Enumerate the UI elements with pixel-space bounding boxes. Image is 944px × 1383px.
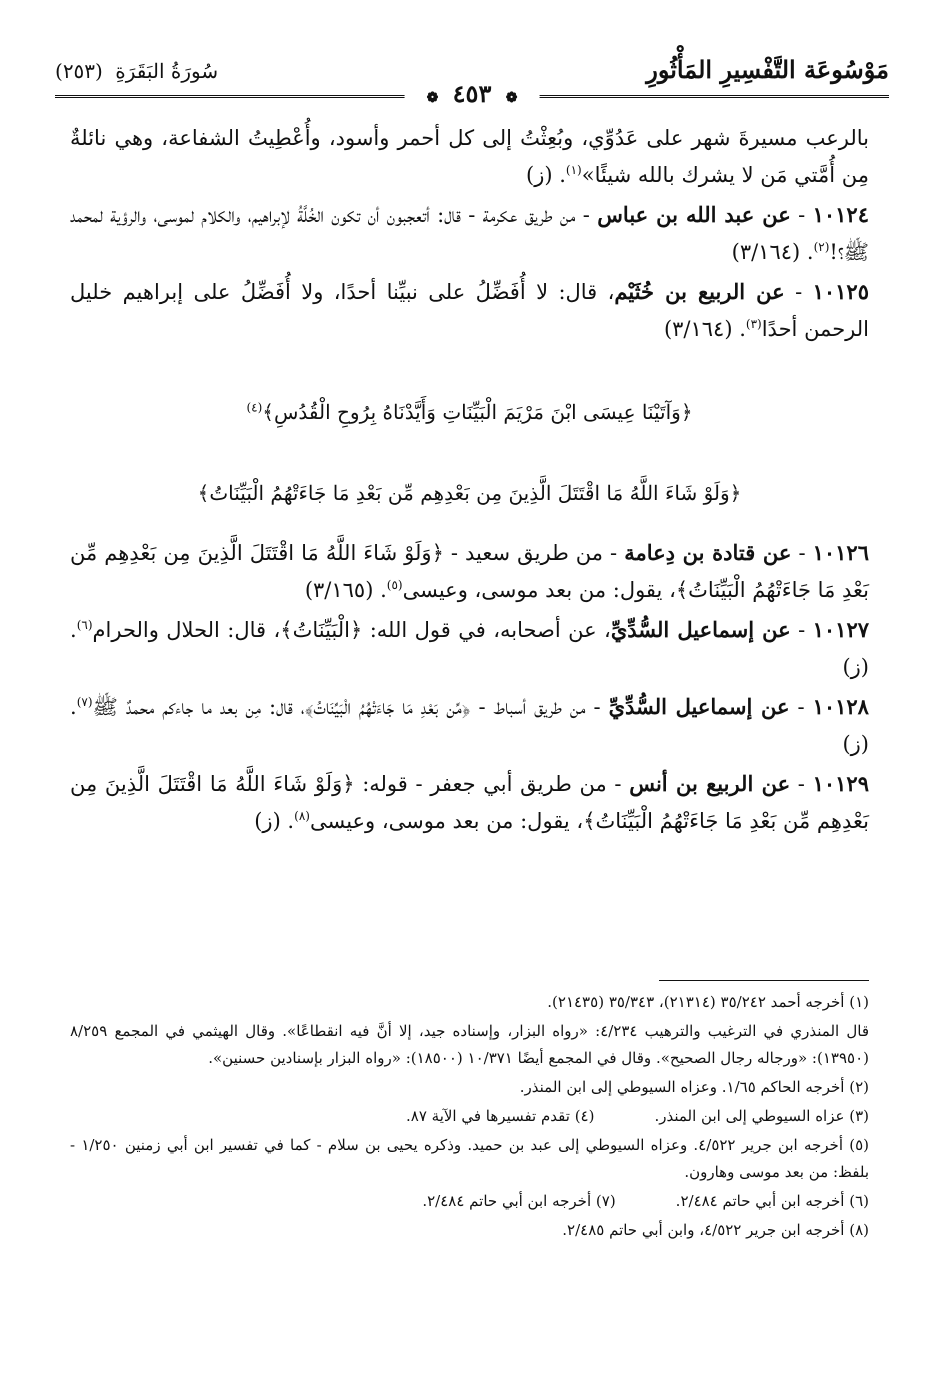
footnote-ref: (١) bbox=[565, 163, 582, 177]
paragraph-text: ، قال: لا أُفَضِّلُ على نبيِّنا أحدًا، ولا أُفَضِّلُ على إبراهيم خليل الرحمن أحدًا bbox=[70, 280, 869, 341]
surah-title bbox=[55, 59, 218, 83]
ornament-icon: ❁ bbox=[426, 90, 439, 106]
footnote-separator bbox=[659, 980, 869, 981]
footnote-ref: (٦) bbox=[76, 618, 93, 632]
paragraph: ١٠١٢٥ - عن الربيع بن خُثَيْم، قال: لا أُفَضِّلُ على نبيِّنا أحدًا، ولا أُفَضِّلُ على إبراهيم خليل الرحمن أحدًا$^{(٣)}$. (٣/١٦٤) bbox=[70, 279, 869, 341]
narrator-name: عن إسماعيل السُّدِّيِّ bbox=[610, 617, 791, 642]
footnote-row bbox=[70, 1103, 869, 1130]
report-number: ١٠١٢٧ bbox=[812, 617, 870, 642]
report-number: ١٠١٢٥ bbox=[812, 279, 869, 304]
footnote-ref: (٢) bbox=[813, 240, 830, 254]
paragraph-source: . (٣/١٦٤) bbox=[663, 317, 746, 341]
paragraph-source: . (٣/١٦٥) bbox=[304, 578, 387, 602]
narrator-name: عن الربيع بن خُثَيْم bbox=[614, 279, 785, 304]
footnote-6: (٦) أخرجه ابن أبي حاتم ٢/٤٨٤. bbox=[675, 1192, 869, 1210]
paragraph-source: . (ز) bbox=[70, 695, 869, 756]
paragraph-text: ، عن أصحابه، في قول الله: ﴿الْبَيِّنَاتُ﴾، قال: الحلال والحرام bbox=[92, 618, 611, 642]
narrator-name: عن قتادة بن دِعامة bbox=[624, 540, 792, 565]
paragraph: ١٠١٢٦ - عن قتادة بن دِعامة - من طريق سعيد - ﴿وَلَوْ شَاءَ اللَّهُ مَا اقْتَتَلَ الَّذِينَ مِن بَعْدِهِم مِّن بَعْدِ مَا جَاءَتْهُمُ الْبَيِّنَاتُ﴾، يقول: من بعد موسى، وعيسى$^{(٥)}$. (٣/١٦٥) bbox=[70, 540, 869, 602]
narrator-name: عن عبد الله بن عباس bbox=[597, 202, 791, 227]
report-number: ١٠١٢٦ bbox=[812, 540, 869, 565]
footnote-ref: (٤) bbox=[246, 400, 263, 415]
verse-text: ﴿وَآتَيْنَا عِيسَى ابْنَ مَرْيَمَ الْبَيِّنَاتِ وَأَيَّدْنَاهُ بِرُوحِ الْقُدُسِ﴾ bbox=[262, 400, 693, 424]
footnote-ref: (٥) bbox=[386, 578, 403, 592]
paragraph-source: . (٣/١٦٤) bbox=[731, 240, 814, 264]
verse-heading bbox=[70, 475, 869, 512]
page-number-block bbox=[405, 79, 540, 108]
paragraph: ١٠١٢٩ - عن الربيع بن أنس - من طريق أبي جعفر - قوله: ﴿وَلَوْ شَاءَ اللَّهُ مَا اقْتَتَلَ الَّذِينَ مِن بَعْدِهِم مِّن بَعْدِ مَا جَاءَتْهُمُ الْبَيِّنَاتُ﴾، يقول: من بعد موسى، وعيسى$^{(٨)}$. (ز) bbox=[70, 771, 869, 833]
page-number: ٤٥٣ bbox=[452, 79, 492, 108]
main-text bbox=[70, 120, 869, 842]
ornament-icon: ❁ bbox=[505, 90, 518, 106]
paragraph-text: - من طريق أبي جعفر - قوله: ﴿وَلَوْ شَاءَ اللَّهُ مَا اقْتَتَلَ الَّذِينَ مِن بَعْدِهِم مِّن بَعْدِ مَا جَاءَتْهُمُ الْبَيِّنَاتُ﴾، يقول: من بعد موسى، وعيسى bbox=[70, 772, 869, 833]
paragraph: ١٠١٢٤ - عن عبد الله بن عباس - من طريق عكرمة - قال: أتعجبون أن تكون الخُلَّةُ لإبراهيم، والكلام لموسى، والرؤية لمحمد ﷺ؟!$^{(٢)}$. (٣/١٦٤) bbox=[70, 202, 869, 264]
footnote-ref: (٨) bbox=[294, 809, 310, 823]
paragraph-text: - من طريق أسباط - ﴿مِّن بَعْدِ مَا جَاءَتْهُمُ الْبَيِّنَاتُ﴾، قال: مِن بعد ما جاءكم محمدٌ ﷺ bbox=[92, 695, 601, 719]
report-number: ١٠١٢٤ bbox=[812, 202, 869, 227]
paragraph: ١٠١٢٨ - عن إسماعيل السُّدِّيِّ - من طريق أسباط - ﴿مِّن بَعْدِ مَا جَاءَتْهُمُ الْبَيِّنَاتُ﴾، قال: مِن بعد ما جاءكم محمدٌ ﷺ$^{(٧)}$. (ز) bbox=[70, 694, 869, 756]
paragraph-source: . (ز) bbox=[254, 809, 295, 833]
paragraph-source: . (ز) bbox=[70, 618, 869, 679]
footnote-1-note: قال المنذري في الترغيب والترهيب ٤/٢٣٤: «رواه البزار، وإسناده جيد، إلا أنَّ فيه انقطاعًا». وقال الهيثمي في المجمع ٨/٢٥٩ (١٣٩٥٠): «ورجاله رجال الصحيح». وقال في المجمع أيضًا ١٠/٣٧١ (١٨٥٠٠): «رواه البزار بإسنادين حسنين». bbox=[70, 1022, 869, 1067]
footnote-5: (٥) أخرجه ابن جرير ٤/٥٢٢. وعزاه السيوطي إلى عبد بن حميد. وذكره يحيى بن سلام - كما في تفسير ابن أبي زمنين ١/٢٥٠ - بلفظ: من بعد موسى وهارون. bbox=[70, 1136, 870, 1181]
footnote-2: (٢) أخرجه الحاكم ١/٦٥. وعزاه السيوطي إلى ابن المنذر. bbox=[519, 1078, 869, 1096]
footnote-row bbox=[70, 1188, 869, 1215]
narrator-name: عن الربيع بن أنس bbox=[629, 771, 791, 796]
footnotes bbox=[70, 980, 869, 1246]
report-number: ١٠١٢٩ bbox=[812, 771, 869, 796]
surah-name: سُورَةُ البَقَرَةِ bbox=[115, 59, 219, 83]
verse-text: ﴿وَلَوْ شَاءَ اللَّهُ مَا اقْتَتَلَ الَّذِينَ مِن بَعْدِهِم مِّن بَعْدِ مَا جَاءَتْهُمُ الْبَيِّنَاتُ﴾ bbox=[197, 481, 742, 505]
page-header bbox=[55, 55, 889, 108]
paragraph-text: - من طريق عكرمة - قال: أتعجبون أن تكون الخُلَّةُ لإبراهيم، والكلام لموسى، والرؤية لمحمد ﷺ؟! bbox=[70, 203, 869, 264]
report-number: ١٠١٢٨ bbox=[812, 694, 869, 719]
footnote-1: (١) أخرجه أحمد ٣٥/٢٤٢ (٢١٣١٤)، ٣٥/٣٤٣ (٢١٤٣٥). bbox=[547, 993, 869, 1011]
narrator-name: عن إسماعيل السُّدِّيِّ bbox=[608, 694, 790, 719]
footnote-4: (٤) تقدم تفسيرها في الآية ٨٧. bbox=[405, 1107, 595, 1125]
paragraph-source: . (ز) bbox=[526, 163, 566, 187]
paragraph-text: - من طريق سعيد - ﴿وَلَوْ شَاءَ اللَّهُ مَا اقْتَتَلَ الَّذِينَ مِن بَعْدِهِم مِّن بَعْدِ مَا جَاءَتْهُمُ الْبَيِّنَاتُ﴾، يقول: من بعد موسى، وعيسى bbox=[70, 541, 869, 602]
footnote-7: (٧) أخرجه ابن أبي حاتم ٢/٤٨٤. bbox=[422, 1192, 616, 1210]
verse-heading bbox=[70, 394, 869, 431]
footnote-ref: (٣) bbox=[745, 317, 762, 331]
paragraph-text: بالرعب مسيرةَ شهر على عَدُوِّي، وبُعِثْتُ إلى كل أحمر وأسود، وأُعْطِيتُ الشفاعة، وهي نائلةٌ مِن أُمَّتي مَن لا يشرك بالله شيئًا» bbox=[70, 126, 869, 187]
footnote-ref: (٧) bbox=[76, 695, 93, 709]
book-title: مَوْسُوعَة التَّفْسِيرِ المَأْثُورِ bbox=[646, 55, 889, 84]
footnote-3: (٣) عزاه السيوطي إلى ابن المنذر. bbox=[654, 1107, 869, 1125]
paragraph: ١٠١٢٧ - عن إسماعيل السُّدِّيِّ، عن أصحابه، في قول الله: ﴿الْبَيِّنَاتُ﴾، قال: الحلال والحرام$^{(٦)}$. (ز) bbox=[70, 617, 870, 679]
surah-number: (٢٥٣) bbox=[55, 59, 103, 83]
footnote-8: (٨) أخرجه ابن جرير ٤/٥٢٢، وابن أبي حاتم ٢/٤٨٥. bbox=[562, 1221, 869, 1239]
paragraph bbox=[70, 120, 869, 194]
